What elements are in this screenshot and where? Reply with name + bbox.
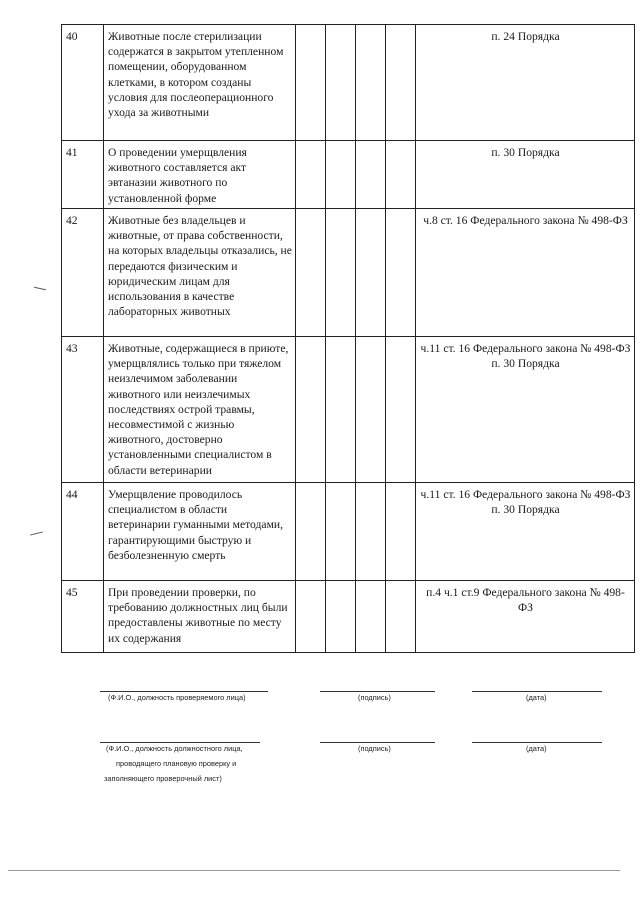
note-cell xyxy=(386,337,416,483)
answer-yes-cell xyxy=(296,337,326,483)
answer-na-cell xyxy=(356,483,386,581)
answer-yes-cell xyxy=(296,483,326,581)
answer-na-cell xyxy=(356,25,386,141)
row-number: 44 xyxy=(62,483,104,581)
row-number: 43 xyxy=(62,337,104,483)
inspector-name-caption-line1: (Ф.И.О., должность должностного лица, xyxy=(106,744,243,753)
note-cell xyxy=(386,209,416,337)
inspected-signature-line xyxy=(320,691,435,692)
requirement-text: При проведении проверки, по требованию должностных лиц были предоставлены животные по месту их содержания xyxy=(104,581,296,653)
inspector-name-line xyxy=(100,742,260,743)
answer-no-cell xyxy=(326,337,356,483)
inspector-signature-line xyxy=(320,742,435,743)
row-number: 45 xyxy=(62,581,104,653)
legal-reference: ч.8 ст. 16 Федерального закона № 498-ФЗ xyxy=(416,209,635,337)
scan-mark xyxy=(34,287,46,290)
answer-yes-cell xyxy=(296,141,326,209)
legal-reference: ч.11 ст. 16 Федерального закона № 498-ФЗ п. 30 Порядка xyxy=(416,483,635,581)
legal-reference: п.4 ч.1 ст.9 Федерального закона № 498-ФЗ xyxy=(416,581,635,653)
inspected-date-caption: (дата) xyxy=(526,693,547,702)
requirement-text: Животные после стерилизации содержатся в закрытом утепленном помещении, оборудованном клетками, в котором созданы условия для послеоперационного ухода за животными xyxy=(104,25,296,141)
answer-no-cell xyxy=(326,483,356,581)
inspected-date-line xyxy=(472,691,602,692)
table-row xyxy=(62,25,635,141)
answer-no-cell xyxy=(326,25,356,141)
note-cell xyxy=(386,483,416,581)
requirement-text: Животные без владельцев и животные, от права собственности, на которых владельцы отказались, не передаются физическим и юридическим лицам для использования в качестве лабораторных животных xyxy=(104,209,296,337)
note-cell xyxy=(386,25,416,141)
answer-no-cell xyxy=(326,141,356,209)
answer-na-cell xyxy=(356,337,386,483)
note-cell xyxy=(386,141,416,209)
inspector-date-caption: (дата) xyxy=(526,744,547,753)
table-row xyxy=(62,209,635,337)
legal-reference: п. 24 Порядка xyxy=(416,25,635,141)
answer-na-cell xyxy=(356,581,386,653)
table-row xyxy=(62,581,635,653)
answer-no-cell xyxy=(326,581,356,653)
row-number: 40 xyxy=(62,25,104,141)
answer-yes-cell xyxy=(296,25,326,141)
answer-na-cell xyxy=(356,141,386,209)
scan-mark xyxy=(8,870,620,871)
inspected-name-line xyxy=(100,691,268,692)
scan-mark xyxy=(30,531,43,535)
answer-yes-cell xyxy=(296,209,326,337)
row-number: 42 xyxy=(62,209,104,337)
table-row xyxy=(62,337,635,483)
row-number: 41 xyxy=(62,141,104,209)
note-cell xyxy=(386,581,416,653)
table-row xyxy=(62,483,635,581)
checklist-table xyxy=(61,24,635,653)
answer-na-cell xyxy=(356,209,386,337)
answer-yes-cell xyxy=(296,581,326,653)
requirement-text: Животные, содержащиеся в приюте, умерщвлялись только при тяжелом неизлечимом заболевании животного или неизлечимых последствиях острой травмы, несовместимой с жизнью животного, достоверно установленными специалистом в области ветеринарии xyxy=(104,337,296,483)
inspected-signature-caption: (подпись) xyxy=(358,693,391,702)
inspector-name-caption-line3: заполняющего проверочный лист) xyxy=(104,774,222,783)
legal-reference: п. 30 Порядка xyxy=(416,141,635,209)
inspector-signature-caption: (подпись) xyxy=(358,744,391,753)
inspected-name-caption: (Ф.И.О., должность проверяемого лица) xyxy=(108,693,246,702)
inspector-name-caption-line2: проводящего плановую проверку и xyxy=(116,759,237,768)
answer-no-cell xyxy=(326,209,356,337)
requirement-text: О проведении умерщвления животного составляется акт эвтаназии животного по установленной форме xyxy=(104,141,296,209)
requirement-text: Умерщвление проводилось специалистом в области ветеринарии гуманными методами, гарантирующими быструю и безболезненную смерть xyxy=(104,483,296,581)
legal-reference: ч.11 ст. 16 Федерального закона № 498-ФЗ п. 30 Порядка xyxy=(416,337,635,483)
table-row xyxy=(62,141,635,209)
inspector-date-line xyxy=(472,742,602,743)
